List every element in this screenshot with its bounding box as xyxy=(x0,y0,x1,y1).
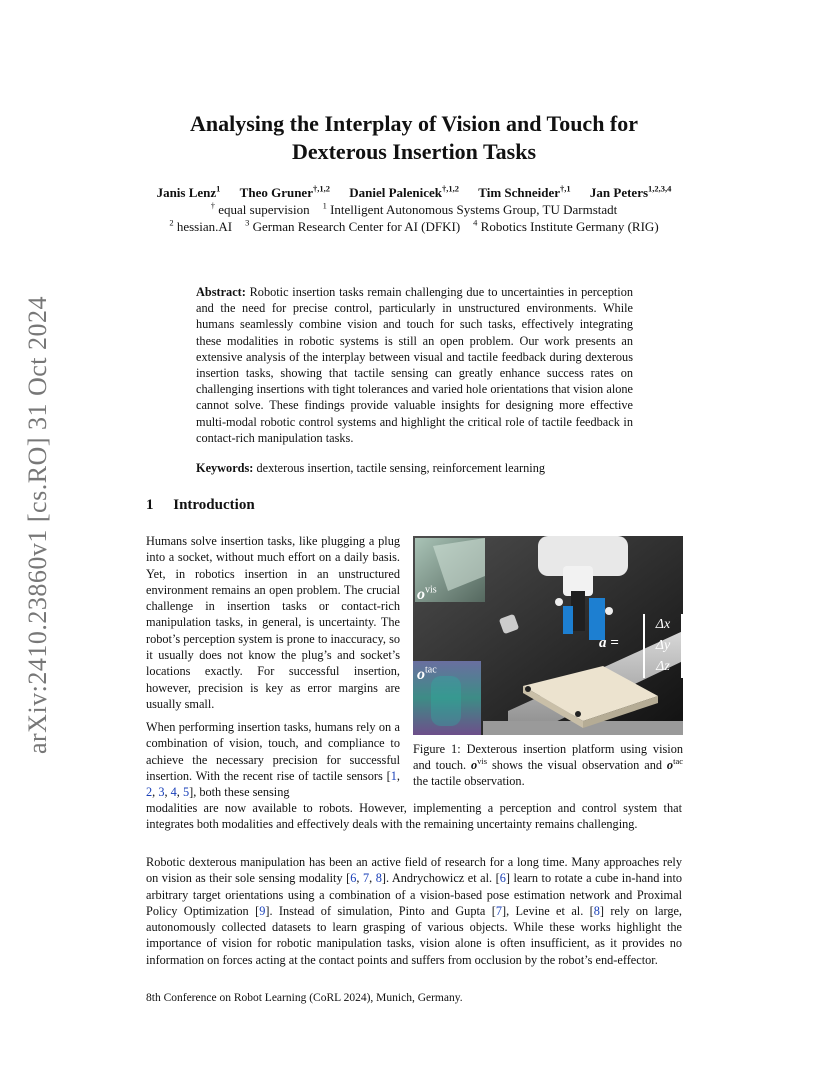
arxiv-stamp xyxy=(18,290,58,760)
citation-link[interactable]: 6 xyxy=(499,871,506,886)
affiliation-line-1: † equal supervision $^1$ Intelligent Autonomous Systems Group, TU Darmstadt xyxy=(210,200,618,217)
section-heading xyxy=(146,497,255,514)
abstract-label: Abstract: xyxy=(196,285,246,299)
intro-paragraph-3: Robotic dexterous manipulation has been an active field of research for a long time. Many approaches rely on vision as their sole sensing modality [6, 7, 8]. Andrychowicz et al. [6] learn to rotate a cube in-hand into arbitrary target orientations using a combination of a vision-based pose estimation network and Proximal Policy Optimization [9]. Instead of simulation, Pinto and Gupta [7], Levine et al. [8] rely on large, autonomously collected datasets to learn grasping of various objects. While these works highlight the importance of vision for robotic manipulation tasks, vision alone is often insufficient, as it provides no information on forces acting at the contact points and suffers from occlusion by the robot’s end-effector. xyxy=(146,855,683,967)
abstract xyxy=(196,284,633,446)
citation-link[interactable]: 9 xyxy=(259,903,266,918)
author: Jan Peters$^{1,2,3,4}$ xyxy=(589,183,672,200)
author-block xyxy=(120,184,708,235)
author: Tim Schneider$^{\dagger,1}$ xyxy=(478,183,571,200)
keywords-label: Keywords: xyxy=(196,461,254,475)
figure-1-image xyxy=(413,536,683,735)
author: Daniel Palenicek$^{\dagger,1,2}$ xyxy=(349,183,460,200)
intro-paragraph-2-continued: modalities are now available to robots. However, implementing a perception and control system that integrates both modalities and effectively deals with the remaining uncertainty remains challenging. xyxy=(146,801,682,832)
citation-link[interactable]: 8 xyxy=(375,871,382,886)
vis-observation-label: $o^{vis}$ xyxy=(417,584,437,603)
section-title: Introduction xyxy=(173,497,255,513)
citation-link[interactable]: 6 xyxy=(350,871,357,886)
citation-link[interactable]: 7 xyxy=(495,903,502,918)
conference-footer: 8th Conference on Robot Learning (CoRL 2024), Munich, Germany. xyxy=(146,992,463,1004)
arxiv-stamp-text: arXiv:2410.23860v1 [cs.RO] 31 Oct 2024 xyxy=(23,295,52,755)
author: Theo Gruner$^{\dagger,1,2}$ xyxy=(239,183,330,200)
citation-link[interactable]: 5 xyxy=(182,785,190,800)
figure-1-caption: Figure 1: Dexterous insertion platform using vision and touch. $o^{vis}$ shows the visual observation and $o^{tac}$ the tactile observation. xyxy=(413,742,683,788)
author: Janis Lenz$^1$ xyxy=(156,183,221,200)
section-number: 1 xyxy=(146,497,154,513)
citation-link[interactable]: 2 xyxy=(146,785,153,800)
affiliation-line-2: $^2$ hessian.AI $^3$ German Research Center for AI (DFKI) $^4$ Robotics Institute Germany (RIG) xyxy=(169,217,659,234)
citation-link[interactable]: 7 xyxy=(362,871,370,886)
keywords xyxy=(196,460,633,476)
intro-paragraph-2: When performing insertion tasks, humans rely on a combination of vision, touch, and compliance to achieve the necessary precision for successful insertion. With the recent rise of tactile sensors [1, 2, 3, 4, 5], both these sensing xyxy=(146,720,400,800)
citation-link[interactable]: 4 xyxy=(170,785,177,800)
intro-paragraph-1: Humans solve insertion tasks, like plugging a plug into a socket, without much effort on a daily basis. Yet, in robotics insertion in an unstructured environment remains an open problem. The crucial challenge in insertion tasks or contact-rich manipulation tasks, in general, is uncertainty. The robot’s perception system is prone to inaccuracy, so it usually does not know the plug’s and socket’s locations exactly. For successful insertion, however, precision is key as error margins are usually small. xyxy=(146,534,400,711)
paper-title: Analysing the Interplay of Vision and Touch for Dexterous Insertion Tasks xyxy=(189,111,639,164)
action-label: a = xyxy=(599,635,619,651)
keywords-text: dexterous insertion, tactile sensing, reinforcement learning xyxy=(256,461,546,475)
action-vector: Δx Δy Δz xyxy=(643,614,683,678)
abstract-text: Robotic insertion tasks remain challenging due to uncertainties in perception and the need for precise control, particularly in unstructured environments. While humans seamlessly combine vision and touch for such tasks, effectively integrating these modalities in robotic systems is still an open problem. Our work presents an extensive analysis of the interplay between visual and tactile feedback during dexterous insertion tasks, showing that tactile sensing can greatly enhance success rates on challenging insertions with tight tolerances and varied hole orientations that vision alone cannot solve. These findings provide valuable insights for designing more effective multi-modal robotic control systems and highlight the critical role of tactile feedback in contact-rich manipulation tasks. xyxy=(196,285,633,445)
citation-link[interactable]: 1 xyxy=(390,768,397,783)
author-list xyxy=(120,184,708,201)
citation-link[interactable]: 8 xyxy=(593,903,600,918)
citation-link[interactable]: 3 xyxy=(158,785,165,800)
tac-observation-label: $o^{tac}$ xyxy=(417,664,437,683)
